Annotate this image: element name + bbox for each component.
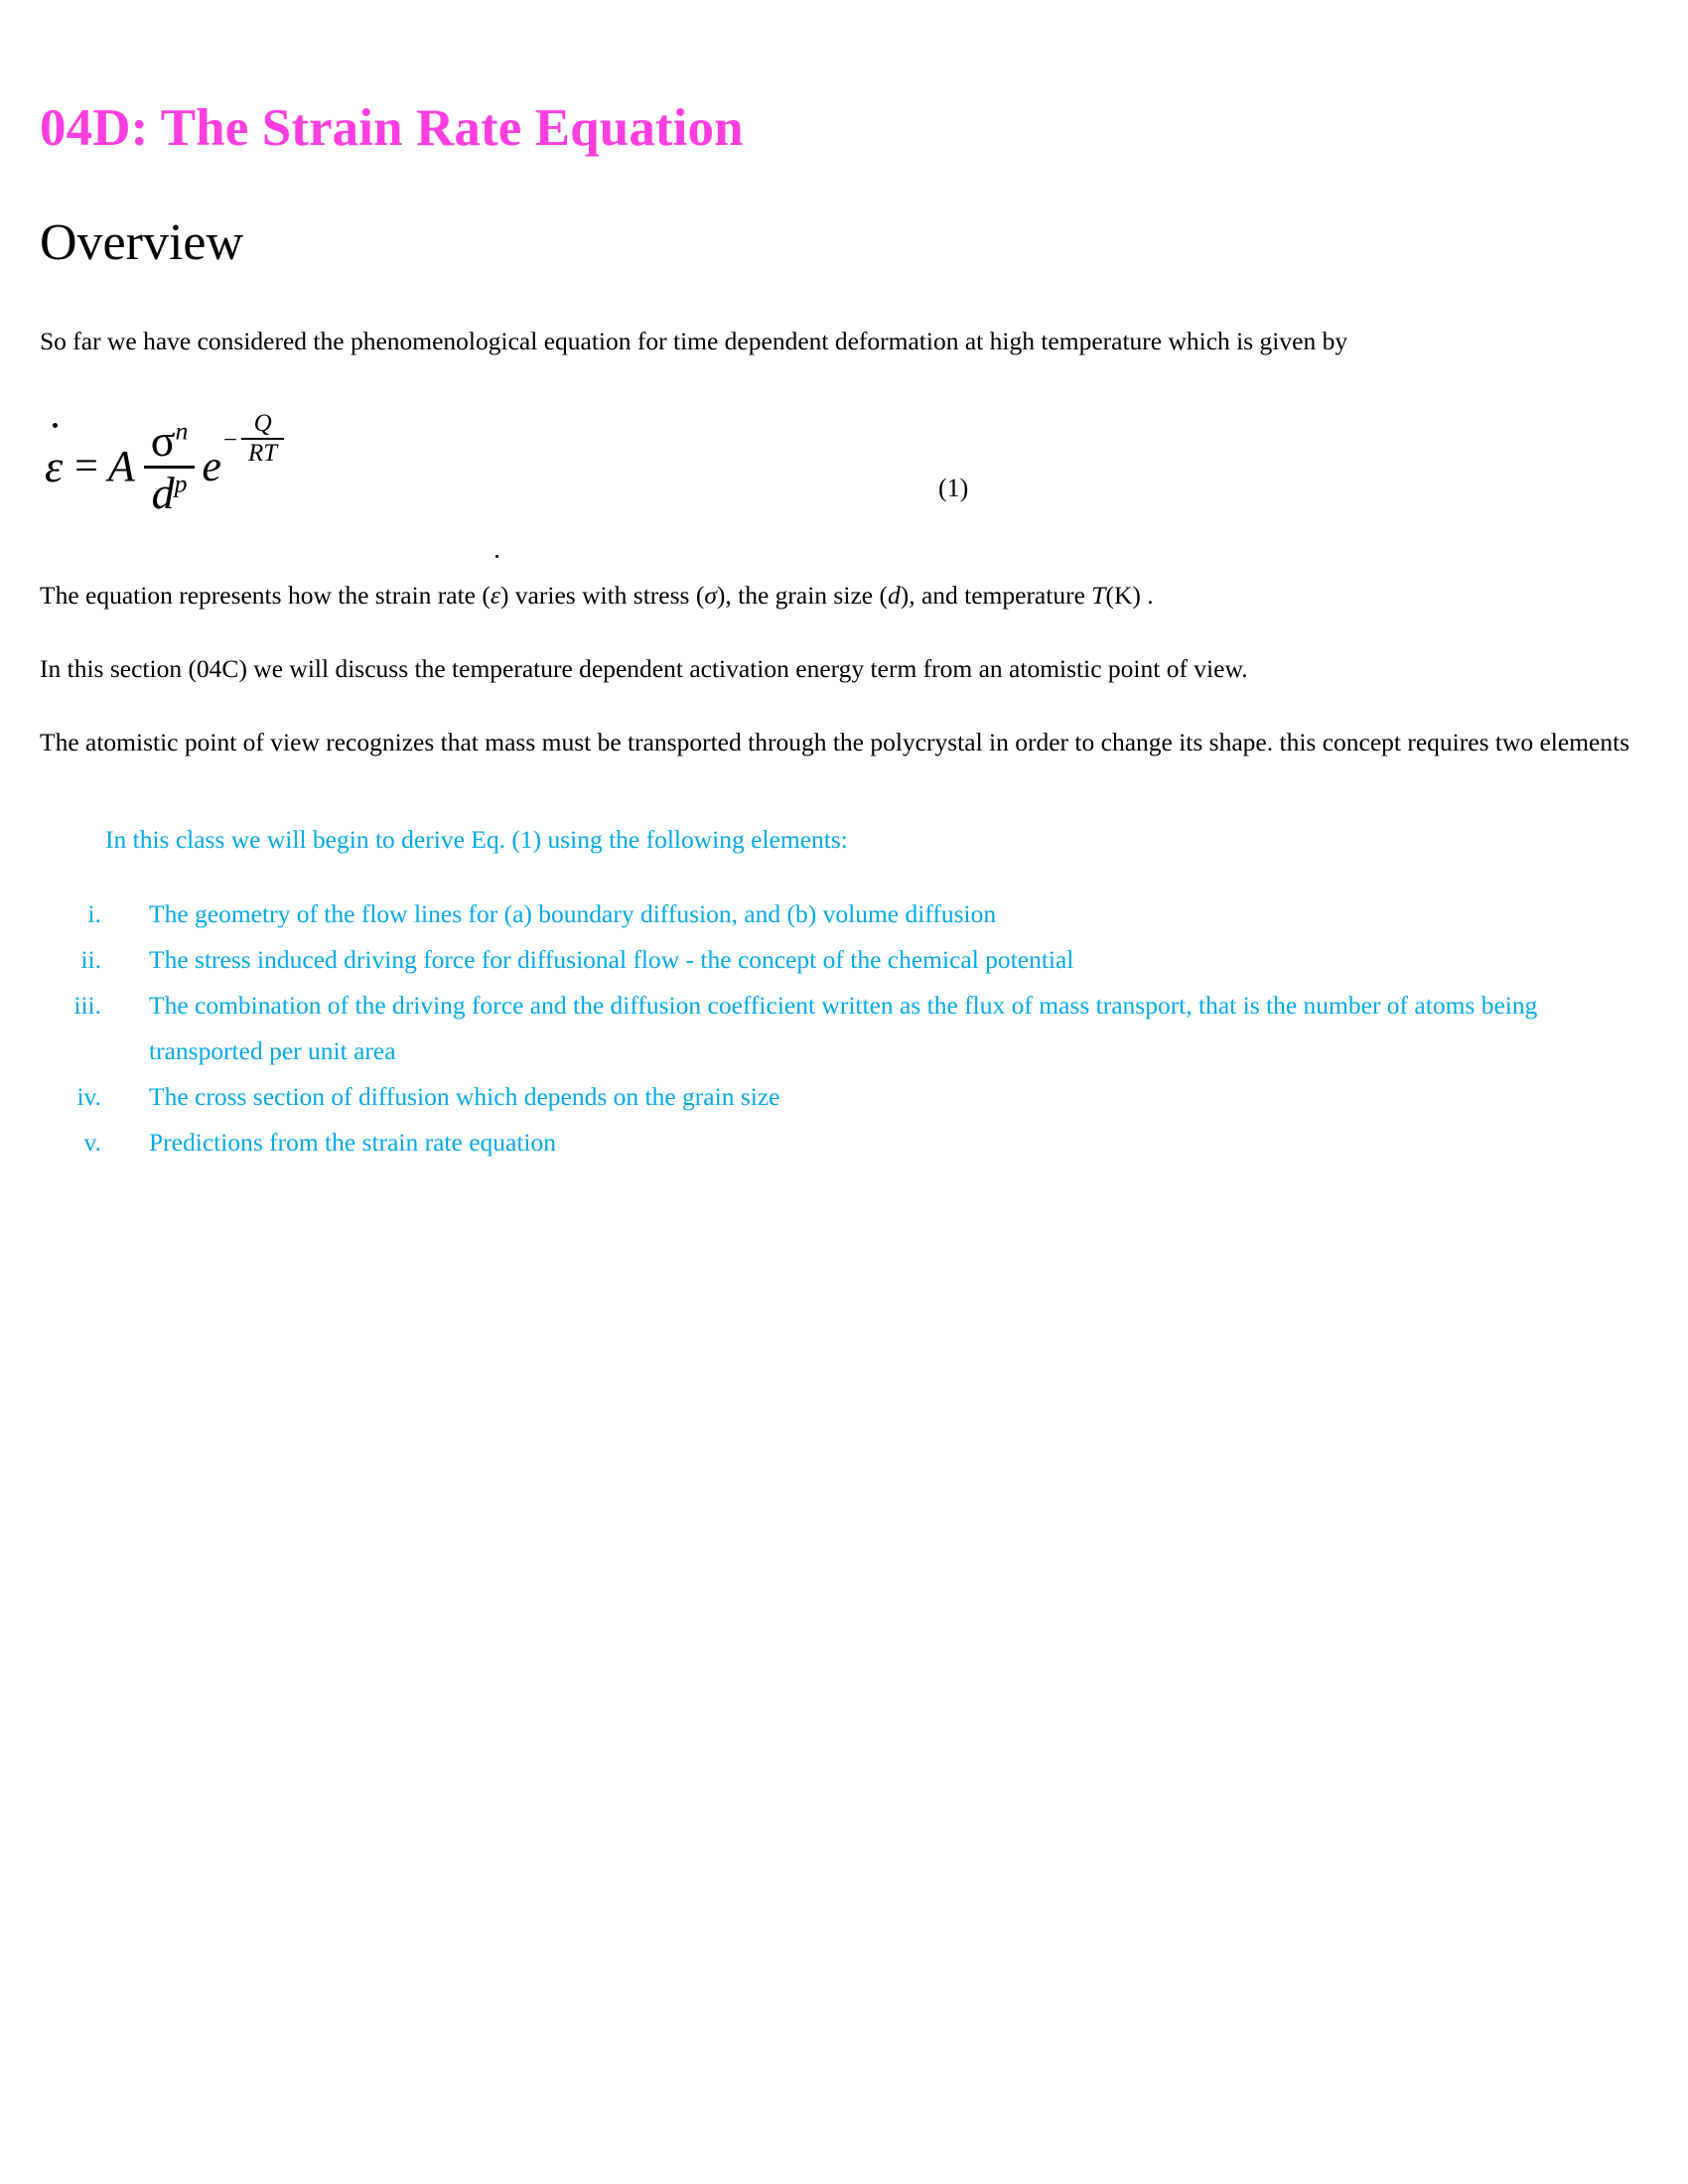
equation-exponent-minus: −: [222, 426, 238, 454]
list-item-marker: iv.: [76, 1081, 101, 1111]
paragraph-intro: So far we have considered the phenomenological equation for time dependent deformation at high temperature which is given by: [40, 326, 1348, 355]
inline-epsilon-dot: [491, 573, 500, 618]
equation-exponential-e: e: [202, 442, 221, 491]
list-item-label: The cross section of diffusion which depends on the grain size: [149, 1081, 780, 1111]
equation-exponent-n: n: [175, 416, 189, 446]
list-item-marker: i.: [87, 898, 101, 928]
equation-q-over-rt-fraction: [241, 410, 284, 469]
equation-fraction-numerator: [144, 416, 196, 466]
equation-exponent-term: [223, 410, 287, 469]
derivation-elements-list: [40, 891, 1638, 1165]
list-item: [40, 1120, 1638, 1165]
list-item: [40, 1074, 1638, 1120]
eqdesc-part5: (K) .: [1105, 580, 1154, 610]
list-item: [40, 937, 1638, 983]
equation-equals-sign: =: [74, 444, 98, 490]
inline-epsilon-dot-mark: [495, 555, 498, 558]
inline-T: T: [1091, 580, 1106, 610]
equation-block: [40, 410, 1638, 533]
list-item-label: The geometry of the flow lines for (a) boundary diffusion, and (b) volume diffusion: [149, 898, 997, 928]
list-item-marker: iii.: [73, 990, 101, 1020]
equation-epsilon-dot: [45, 441, 64, 492]
paragraph-equation-description: [40, 573, 1638, 618]
list-item-marker: v.: [83, 1127, 101, 1157]
inline-d: d: [887, 580, 901, 610]
equation-exponent-p: p: [174, 469, 188, 498]
equation-RT: RT: [248, 440, 278, 468]
equation-lhs-symbol: ε: [45, 441, 64, 492]
equation-coefficient-A: A: [107, 442, 135, 491]
eqdesc-part4: ), and temperature: [900, 580, 1092, 610]
equation-number: (1): [938, 473, 969, 502]
inline-sigma: σ: [704, 580, 717, 610]
eqdesc-part2: ) varies with stress (: [499, 580, 705, 610]
list-item: [40, 891, 1638, 937]
list-item-label: The stress induced driving force for diffusional flow - the concept of the chemical potential: [149, 944, 1074, 974]
eqdesc-part1: The equation represents how the strain rate (: [40, 580, 491, 610]
page-title: 04D: The Strain Rate Equation: [40, 99, 744, 157]
equation-activation-energy-Q: Q: [253, 410, 272, 438]
equation-fraction-denominator: [145, 469, 195, 518]
epsilon-dot-mark: [53, 423, 58, 428]
paragraph-section-note: In this section (04C) we will discuss the temperature dependent activation energy term from an atomistic point of view.: [40, 653, 1248, 683]
strain-rate-equation: [45, 410, 285, 519]
blue-lead-in-text: In this class we will begin to derive Eq. (1) using the following elements:: [105, 824, 848, 854]
equation-d: d: [151, 467, 175, 518]
list-item: [40, 983, 1638, 1074]
inline-epsilon: ε: [490, 580, 500, 610]
eqdesc-part3: ), the grain size (: [716, 580, 888, 610]
document-content: [40, 99, 1638, 1165]
paragraph-atomistic: The atomistic point of view recognizes that mass must be transported through the polycrystal in order to change its shape. this concept requires two elements: [40, 727, 1630, 756]
equation-sigma: σ: [150, 414, 176, 466]
list-item-marker: ii.: [80, 944, 101, 974]
equation-sigma-over-d-fraction: [144, 416, 196, 519]
section-heading-overview: Overview: [40, 214, 244, 272]
list-item-label: The combination of the driving force and the diffusion coefficient written as the flux of mass transport, that is the number of atoms being transported per unit area: [149, 990, 1538, 1065]
list-item-label: Predictions from the strain rate equation: [149, 1127, 557, 1157]
